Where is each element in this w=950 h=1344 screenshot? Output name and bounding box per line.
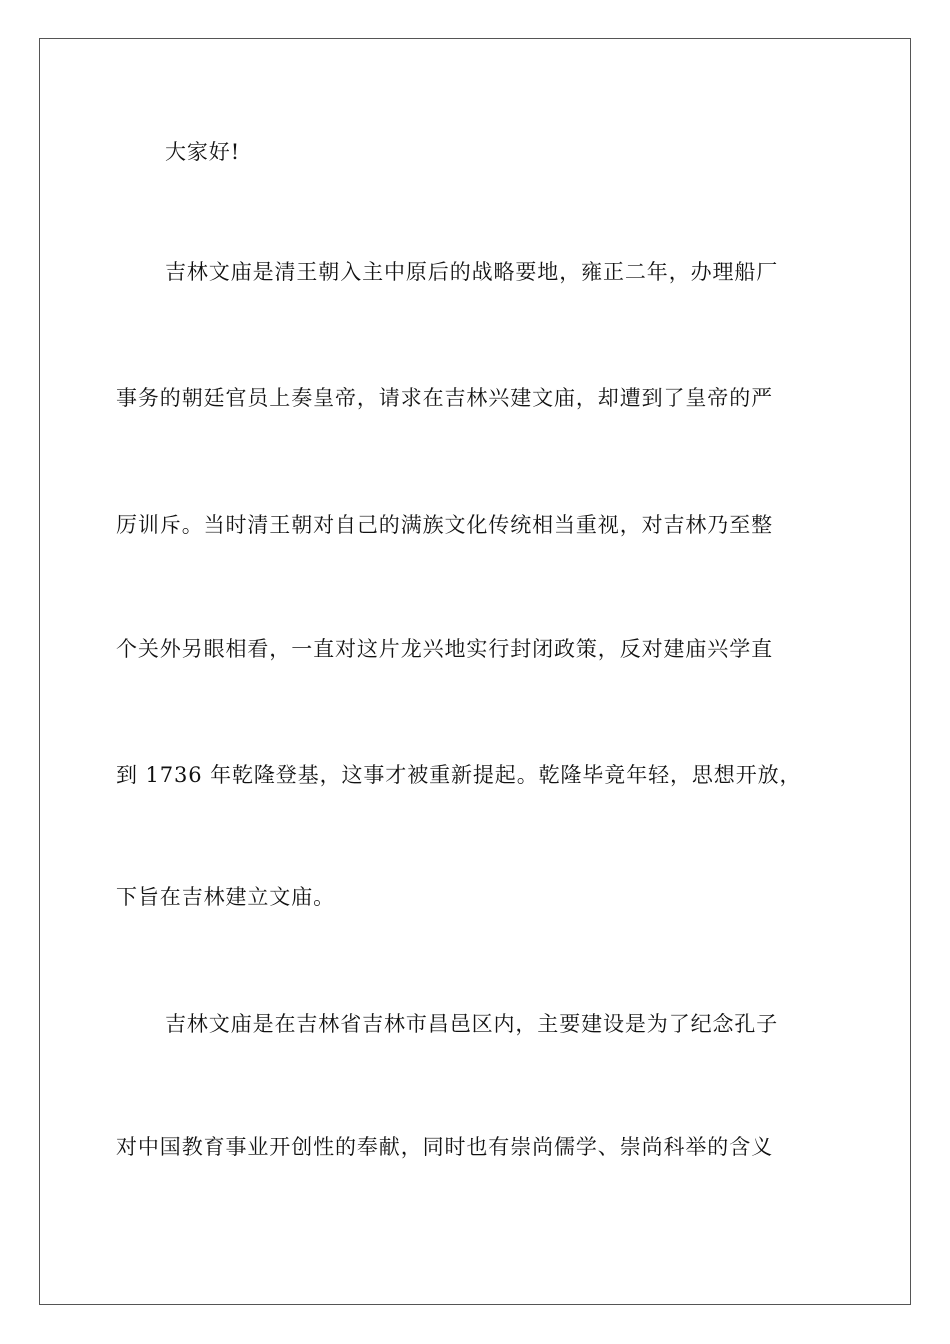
paragraph-1-line-5: 到 1736 年乾隆登基，这事才被重新提起。乾隆毕竟年轻，思想开放， [116,763,802,787]
paragraph-1-line-4: 个关外另眼相看，一直对这片龙兴地实行封闭政策，反对建庙兴学直 [116,637,773,661]
paragraph-1-line-6: 下旨在吉林建立文庙。 [116,885,335,909]
paragraph-1-line-2: 事务的朝廷官员上奏皇帝，请求在吉林兴建文庙，却遭到了皇帝的严 [116,386,773,410]
greeting-line: 大家好! [165,140,241,164]
page-border [39,38,911,1305]
paragraph-2-line-2: 对中国教育事业开创性的奉献，同时也有崇尚儒学、崇尚科举的含义 [116,1135,773,1159]
paragraph-2-line-1: 吉林文庙是在吉林省吉林市昌邑区内，主要建设是为了纪念孔子 [165,1012,779,1036]
paragraph-1-line-1: 吉林文庙是清王朝入主中原后的战略要地，雍正二年，办理船厂 [165,260,779,284]
paragraph-1-line-3: 厉训斥。当时清王朝对自己的满族文化传统相当重视，对吉林乃至整 [116,513,773,537]
